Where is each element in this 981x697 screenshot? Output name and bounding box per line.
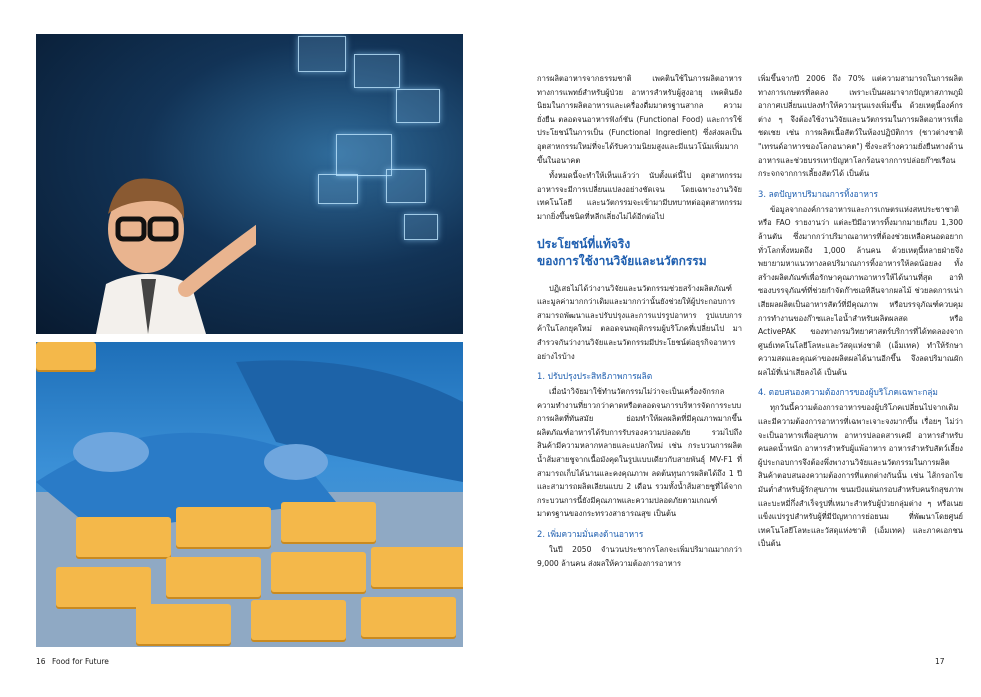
paragraph: ในปี 2050 จำนวนประชากรโลกจะเพิ่มปริมาณมากกว่า 9,000 ล้านคน ส่งผลให้ความต้องการอาหาร [537,545,742,568]
article-column-left [537,72,742,572]
cheese-slice [56,567,151,607]
publication-label: Food for Future [51,657,109,666]
photo-child-touchscreen [36,34,463,334]
cheese-slice [371,547,463,587]
heading-line: ของการใช้งานวิจัยและนวัตกรรม [537,253,707,268]
paragraph: เมื่อนำวิจัยมาใช้ทำนวัตกรรมไม่ว่าจะเป็นเครื่องจักรกล ความทำงานที่ยาวกว่าคาดหรือตลอดจนการบริหารจัดการระบบการผลิตที่ทันสมัย ย่อมทำให้ผลผลิตที่มีคุณภาพมากขึ้นผลิตภัณฑ์อาหารได้รับการรับรองความปลอดภัย รวมไปถึงสินค้ามีความหลากหลายและแปลกใหม่ เช่น กระบวนการผลิตน้ำส้มสายชูจากเนื้อมังคุดในรูปแบบเดียวกับสายพันธุ์ MV-F1 ที่สามารถเก็บได้นานและคงคุณภาพ ลดต้นทุนการผลิตได้ถึง 1 ปี และสามารถผลิตเลียนแบบ 2 เดือน รวมทั้งน้ำส้มสายชูที่ได้จากกระบวนการนี้ยังมีคุณภาพและความปลอดภัยตามเกณฑ์มาตรฐานของกระทรวงสาธารณสุข เป็นต้น [537,387,742,519]
paragraph: ปฏิเสธไม่ได้ว่างานวิจัยและนวัตกรรมช่วยสร้างผลิตภัณฑ์และมูลค่ามากกว่าเดิมและมากกว่านั้นยังช่วยให้ผู้ประกอบการสามารถพัฒนาและปรับปรุงและการแปรรูปอาหาร รูปแบบการค้าในโลกยุคใหม่ ตลอดจนพฤติกรรมผู้บริโภคที่เปลี่ยนไป มาสำรวจกันว่างานวิจัยและนวัตกรรมมีประโยชน์ต่อธุรกิจอาหารอย่างไรบ้าง [537,283,742,361]
hologram-panel [318,174,358,204]
paragraph: ข้อมูลจากองค์การอาหารและการเกษตรแห่งสหประชาชาติ หรือ FAO รายงานว่า แต่ละปีมีอาหารทิ้งมากมายเกือบ 1,300 ล้านตัน ซึ่งมากกว่าปริมาณอาหารที่ต้องช่วยเหลือคนอดอยากทั่วโลกทั้งหมดถึง 1,000 ล้านคน ด้วยเหตุนี้หลายฝ่ายจึงพยายามหาแนวทางลดปริมาณการทิ้งอาหารให้ลดน้อยลง ทั้งสร้างผลิตภัณฑ์เพื่อรักษาคุณภาพอาหารให้ได้นานที่สุด อาทิ ซองบรรจุภัณฑ์ที่ช่วยกำจัดก๊าซเอทิลีนจากผลไม้ ช่วยลดการเน่าเสียผลผลิตเป็นอาหารสัตว์ที่มีคุณภาพ หรือบรรจุภัณฑ์ควบคุมการทำงานของก๊าซและไอน้ำสำหรับผลิตผลสด หรือ ActivePAK ของทางกรมวิทยาศาสตร์บริการที่ได้ทดลองจากศูนย์เทคโนโลยีโลหะและวัสดุแห่งชาติ (เอ็มเทค) ทำให้รักษาความสดและคุณค่าของผลิตผลได้นานอีกขึ้น จึงลดปริมาณผักผลไม้ที่เน่าเสียลงได้ เป็นต้น [758,204,963,377]
paragraph: ทั้งหมดนี้จะทำให้เห็นแล้วว่า นับตั้งแต่นี้ไป อุตสาหกรรมอาหารจะมีการเปลี่ยนแปลงอย่างชัดเจน โดยเฉพาะงานวิจัย เทคโนโลยี และนวัตกรรมจะเข้ามามีบทบาทต่ออุตสาหกรรมมากยิ่งขึ้นชนิดที่หลีกเลี่ยงไม่ได้อีกต่อไป [537,171,742,221]
cheese-slice [36,342,96,370]
cheese-slice [136,604,231,644]
subheading: 2. เพิ่มความมั่นคงด้านอาหาร [537,529,644,540]
hologram-panel [336,134,392,176]
cheese-slice [166,557,261,597]
section-heading [537,236,742,270]
cheese-slice [361,597,456,637]
paragraph: เพิ่มขึ้นจากปี 2006 ถึง 70% แต่ความสามารถในการผลิตทางการเกษตรที่ลดลง เพราะเป็นผลมาจากปัญหาสภาพภูมิอากาศเปลี่ยนแปลงทำให้ความรุนแรงเพิ่มขึ้น ด้วยเหตุนี้องค์กรต่าง ๆ จึงต้องใช้งานวิจัยและนวัตกรรมในการผลิตอาหารเพื่อชดเชย เช่น การผลิตเนื้อสัตว์ในห้องปฏิบัติการ (ชาวต่างชาติ "เทรนด์อาหารของโลกอนาคต") ซึ่งจะสร้างความยั่งยืนทางด้านอาหารและช่วยบรรเทาปัญหาโลกร้อนจากการปล่อยก๊าซเรือนกระจกจากการเลี้ยงสัตว์ได้ เป็นต้น [758,74,964,179]
footer-right [935,657,945,666]
paragraph: การผลิตอาหารจากธรรมชาติ เพคตินใช้ในการผลิตอาหาร ทางการแพทย์สำหรับผู้ป่วย อาหารสำหรับผู้สูงอายุ เพคตินยังนิยมในการผลิตอาหารและเครื่องดื่มมาตรฐานสากล ความยั่งยืน ตลอดจนอาหารฟังก์ชัน (Functional Food) และการใช้ประโยชน์ในการเป็น (Functional Ingredient) ซึ่งส่งผลเป็นอุตสาหกรรมใหม่ที่จะได้รับความนิยมสูงและมีแนวโน้มเพิ่มมากขึ้นในอนาคต [537,74,742,165]
photo-cheese-production [36,342,463,647]
subheading: 4. ตอบสนองความต้องการของผู้บริโภคเฉพาะกลุ่ม [758,387,938,398]
cheese-slice [281,502,376,542]
page-number: 17 [935,657,945,666]
hologram-panel [396,89,440,123]
hologram-panel [404,214,438,240]
paragraph: ทุกวันนี้ความต้องการอาหารของผู้บริโภคเปลี่ยนไปจากเดิม และมีความต้องการอาหารที่เฉพาะเจาะจงมากขึ้น เรื่อยๆ ไม่ว่าจะเป็นอาหารเพื่อสุขภาพ อาหารปลอดสารเคมี อาหารสำหรับคนลดน้ำหนัก อาหารสำหรับผู้แพ้อาหาร อาหารสำหรับสัตว์เลี้ยง ผู้ประกอบการจึงต้องพึ่งพางานวิจัยและนวัตกรรมในการผลิตสินค้าตอบสนองความต้องการที่แตกต่างกันนั้น เช่น ไส้กรอกไขมันต่ำสำหรับผู้รักสุขภาพ ขนมปังแผ่นกรอบสำหรับคนรักสุขภาพและบะหมี่กึ่งสำเร็จรูปที่เหมาะสำหรับผู้ป่วยกลุ่มต่าง ๆ หรือเนยแข็งแปรรูปสำหรับผู้ที่มีปัญหาการย่อยนม ที่พัฒนาโดยศูนย์เทคโนโลยีโลหะและวัสดุแห่งชาติ (เอ็มเทค) และภาคเอกชน เป็นต้น [758,403,963,549]
cheese-slice [76,517,171,557]
subheading: 1. ปรับปรุงประสิทธิภาพการผลิต [537,371,653,382]
page-number: 16 [36,657,46,666]
child-figure [86,159,256,334]
cheese-slice [251,600,346,640]
subheading: 3. ลดปัญหาปริมาณการทิ้งอาหาร [758,188,879,199]
article-column-right [758,72,963,553]
hologram-panel [354,54,400,88]
hologram-panel [298,36,346,72]
cheese-slice [176,507,271,547]
footer-left [36,657,109,666]
cheese-slice [271,552,366,592]
heading-line: ประโยชน์ที่แท้จริง [537,236,631,251]
hologram-panel [386,169,426,203]
